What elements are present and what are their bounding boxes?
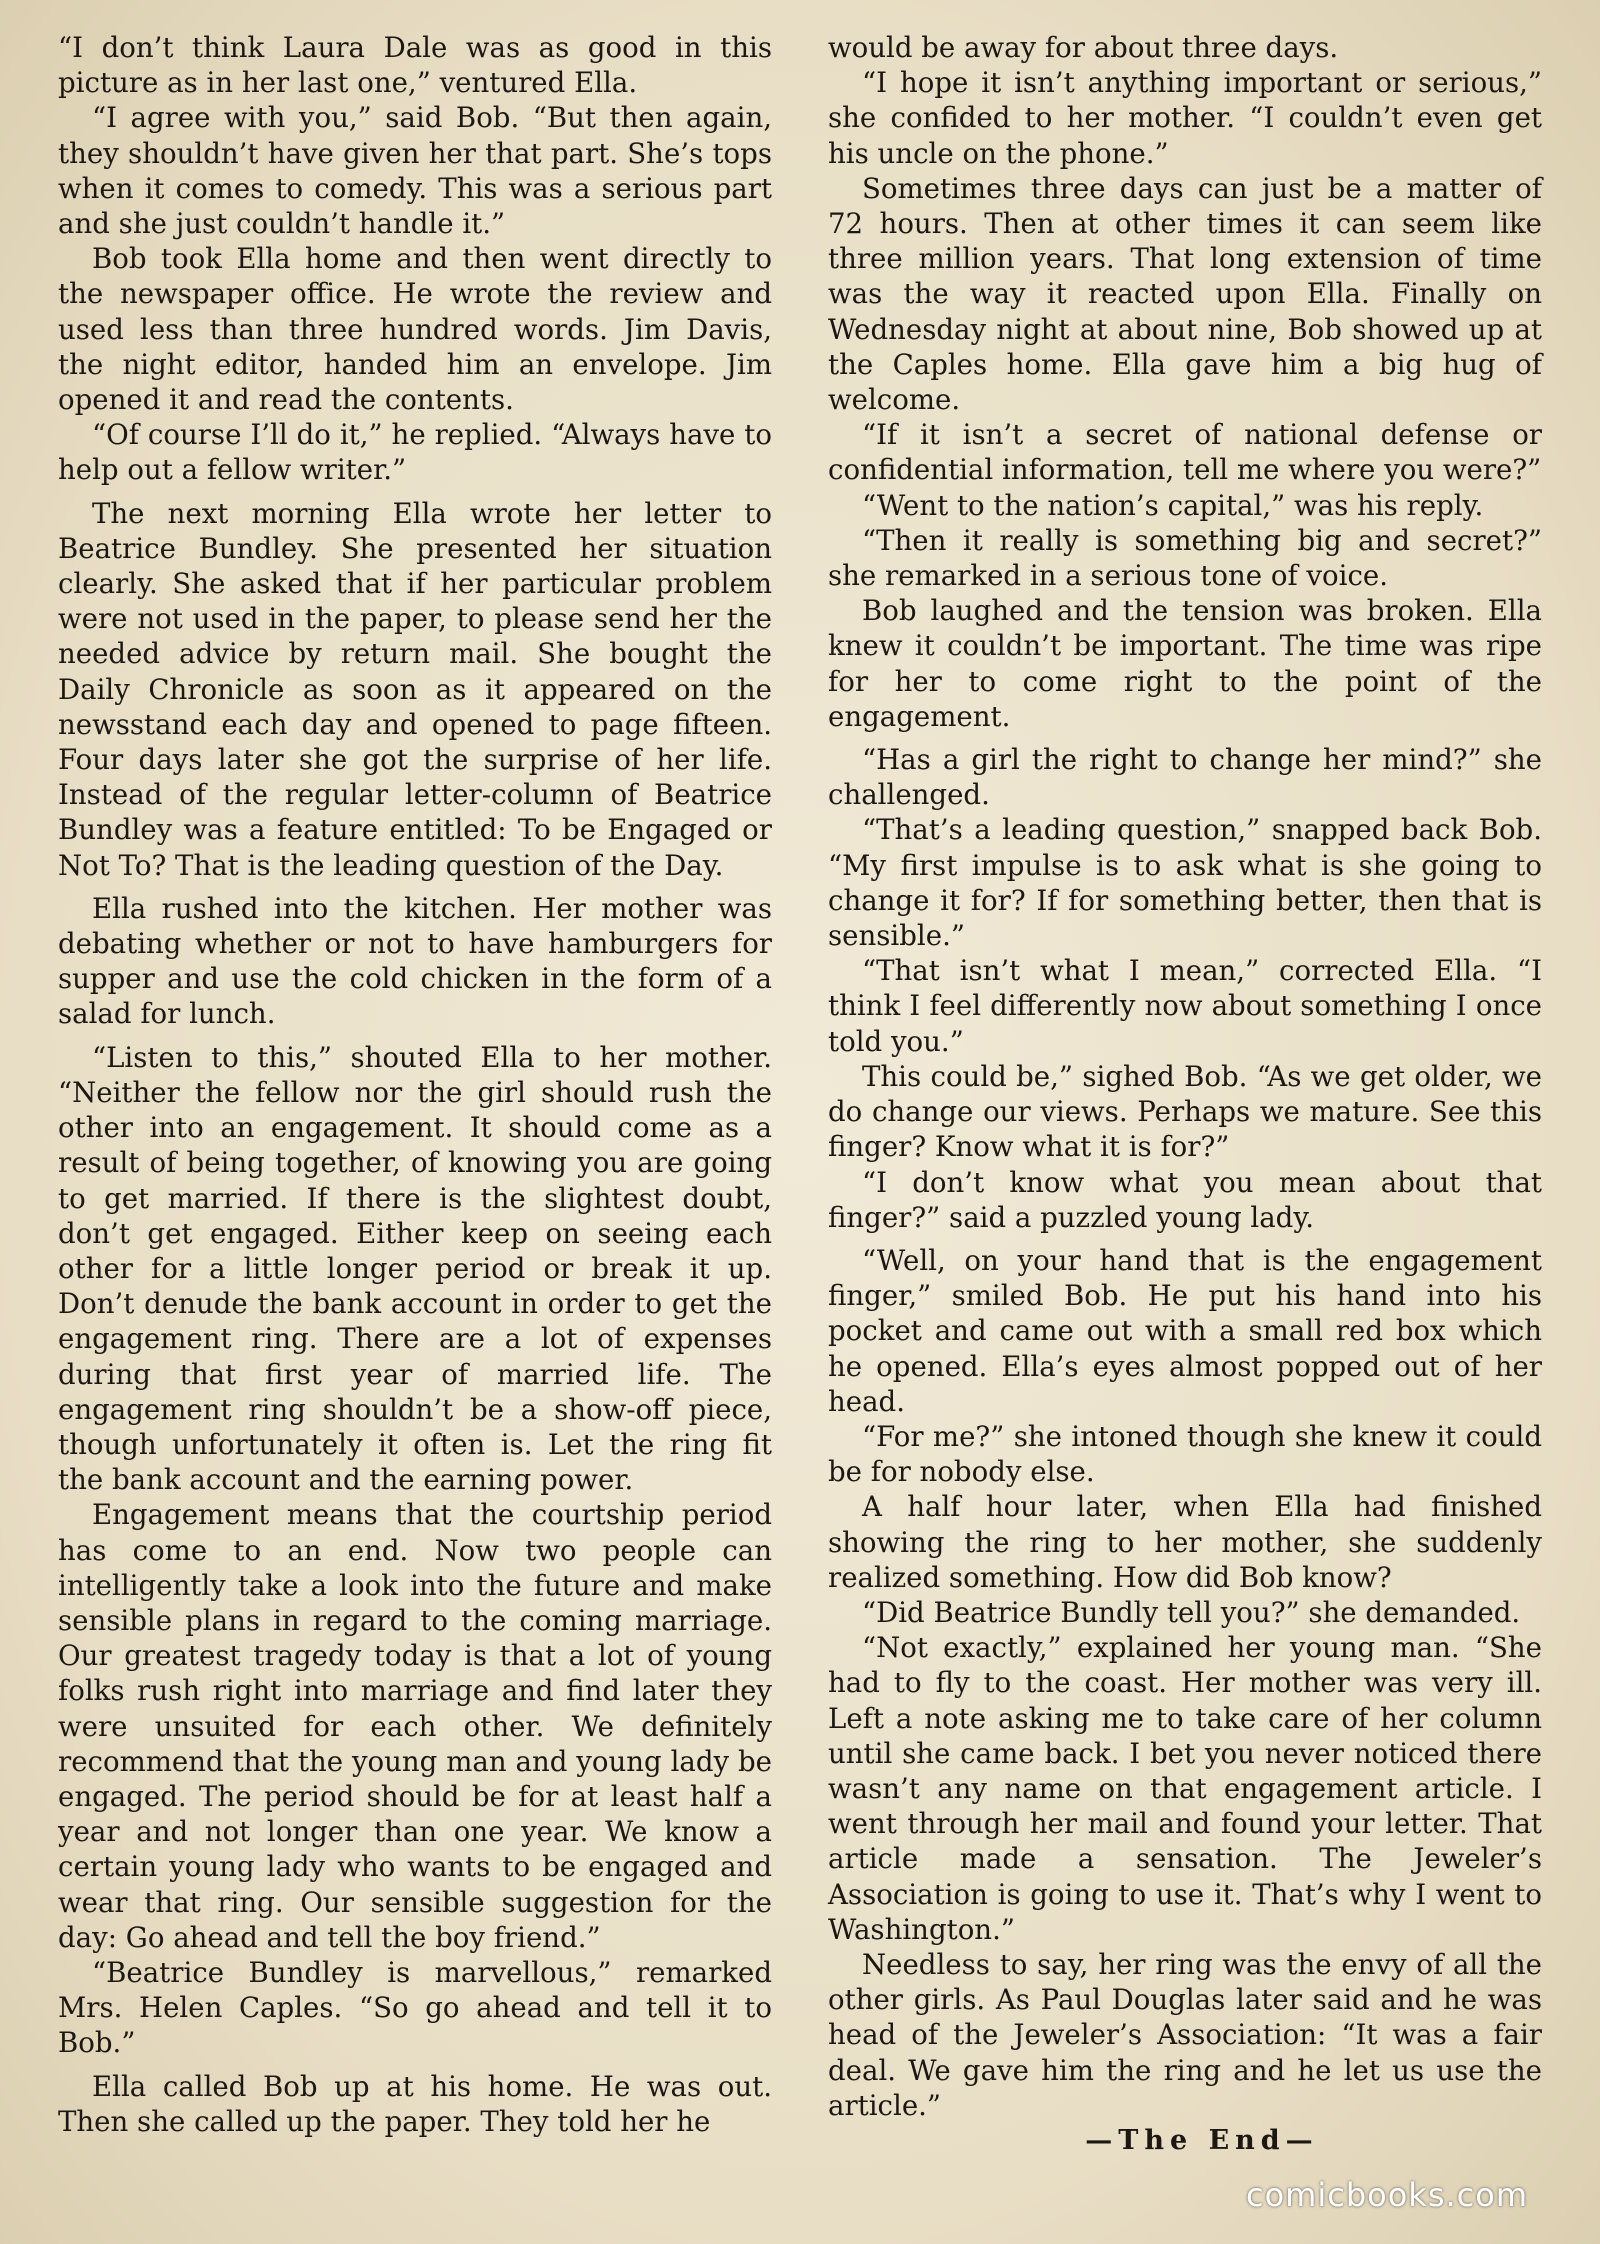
- paragraph: “For me?” she intoned though she knew it could be for nobody else.: [828, 1419, 1542, 1489]
- paragraph: “Did Beatrice Bundly tell you?” she demanded.: [862, 1595, 1521, 1629]
- paragraph: “I agree with you,” said Bob. “But then again, they shouldn’t have given her that part. She’s tops when it comes to comedy. This was a serious part and she just couldn’t handle it.”: [58, 101, 772, 241]
- paragraph: “I don’t know what you mean about that finger?” said a puzzled young lady.: [828, 1165, 1542, 1234]
- paragraph: “Listen to this,” shouted Ella to her mother. “Neither the fellow nor the girl should rush the other into an engagement. It should come as a result of being together, of knowing you are going to get married. If there is the slightest doubt, don’t get engaged. Either keep on seeing each other for a little longer period or break it up. Don’t denude the bank account in order to get the engagement ring. There are a lot of expenses during that first year of married life. The engagement ring shouldn’t be a show-off piece, though unfortunately it often is. Let the ring fit the bank account and the earning power.: [58, 1040, 772, 1497]
- paragraph: Bob laughed and the tension was broken. Ella knew it couldn’t be important. The time was ripe for her to come right to the point of the engagement.: [828, 594, 1542, 733]
- watermark: comicbooks.com: [1245, 2176, 1528, 2214]
- paragraph: “That isn’t what I mean,” corrected Ella. “I think I feel differently now about something I once told you.”: [828, 954, 1542, 1058]
- paragraph: “I don’t think Laura Dale was as good in this picture as in her last one,” ventured Ella.: [58, 31, 772, 100]
- paragraph: Sometimes three days can just be a matter of 72 hours. Then at other times it can seem like three million years. That long extension of time was the way it reacted upon Ella. Finally on Wednesday night at about nine, Bob showed up at the Caples home. Ella gave him a big hug of welcome.: [828, 171, 1542, 417]
- paragraph: would be away for about three days.: [828, 31, 1339, 64]
- paragraph: “If it isn’t a secret of national defense or confidential information, tell me where you were?”: [828, 418, 1542, 487]
- paragraph: “Of course I’ll do it,” he replied. “Always have to help out a fellow writer.”: [58, 418, 772, 487]
- paragraph: Engagement means that the courtship period has come to an end. Now two people can intelligently take a look into the future and make sensible plans in regard to the coming marriage. Our greatest tragedy today is that a lot of young folks rush right into marriage and find later they were unsuited for each other. We definitely recommend that the young man and young lady be engaged. The period should be for at least half a year and not longer than one year. We know a certain young lady who wants to be engaged and wear that ring. Our sensible suggestion for the day: Go ahead and tell the boy friend.”: [58, 1498, 772, 1954]
- paragraph: This could be,” sighed Bob. “As we get older, we do change our views. Perhaps we mature. See this finger? Know what it is for?”: [828, 1059, 1542, 1164]
- paragraph: “Not exactly,” explained her young man. “She had to fly to the coast. Her mother was very ill. Left a note asking me to take care of her column until she came back. I bet you never noticed there wasn’t any name on that engagement article. I went through her mail and found your letter. That article made a sensation. The Jeweler’s Association is going to use it. That’s why I went to Washington.”: [828, 1631, 1542, 1946]
- paragraph: Bob took Ella home and then went directly to the newspaper office. He wrote the review and used less than three hundred words. Jim Davis, the night editor, handed him an envelope. Jim opened it and read the contents.: [58, 242, 772, 417]
- paragraph: The next morning Ella wrote her letter to Beatrice Bundley. She presented her situation clearly. She asked that if her particular problem were not used in the paper, to please send her the needed advice by return mail. She bought the Daily Chronicle as soon as it appeared on the newsstand each day and opened to page fifteen. Four days later she got the surprise of her life. Instead of the regular letter-column of Beatrice Bundley was a feature entitled: To be Engaged or Not To? That is the leading question of the Day.: [58, 496, 772, 882]
- paragraph: “That’s a leading question,” snapped back Bob. “My first impulse is to ask what is she going to change it for? If for something better, then that is sensible.”: [828, 813, 1542, 953]
- paragraph: Needless to say, her ring was the envy of all the other girls. As Paul Douglas later said and he was head of the Jeweler’s Association: “It was a fair deal. We gave him the ring and he let us use the article.”: [828, 1947, 1542, 2122]
- the-end-label: —The End—: [1085, 2124, 1319, 2156]
- paragraph: “Has a girl the right to change her mind?” she challenged.: [828, 743, 1542, 812]
- paragraph: A half hour later, when Ella had finished showing the ring to her mother, she suddenly realized something. How did Bob know?: [828, 1490, 1542, 1594]
- right-column: [828, 30, 1542, 2158]
- paragraph: “I hope it isn’t anything important or serious,” she confided to her mother. “I couldn’t even get his uncle on the phone.”: [828, 66, 1542, 170]
- paragraph: Ella rushed into the kitchen. Her mother was debating whether or not to have hamburgers for supper and use the cold chicken in the form of a salad for lunch.: [58, 891, 772, 1031]
- paragraph: Ella called Bob up at his home. He was out. Then she called up the paper. They told her he: [58, 2069, 772, 2138]
- paragraph: “Then it really is something big and secret?” she remarked in a serious tone of voice.: [828, 523, 1542, 593]
- paragraph: “Well, on your hand that is the engagement finger,” smiled Bob. He put his hand into his pocket and came out with a small red box which he opened. Ella’s eyes almost popped out of her head.: [828, 1243, 1542, 1418]
- paragraph: “Went to the nation’s capital,” was his reply.: [862, 488, 1484, 522]
- left-column: [58, 30, 772, 2139]
- paragraph: “Beatrice Bundley is marvellous,” remarked Mrs. Helen Caples. “So go ahead and tell it to Bob.”: [58, 1955, 772, 2060]
